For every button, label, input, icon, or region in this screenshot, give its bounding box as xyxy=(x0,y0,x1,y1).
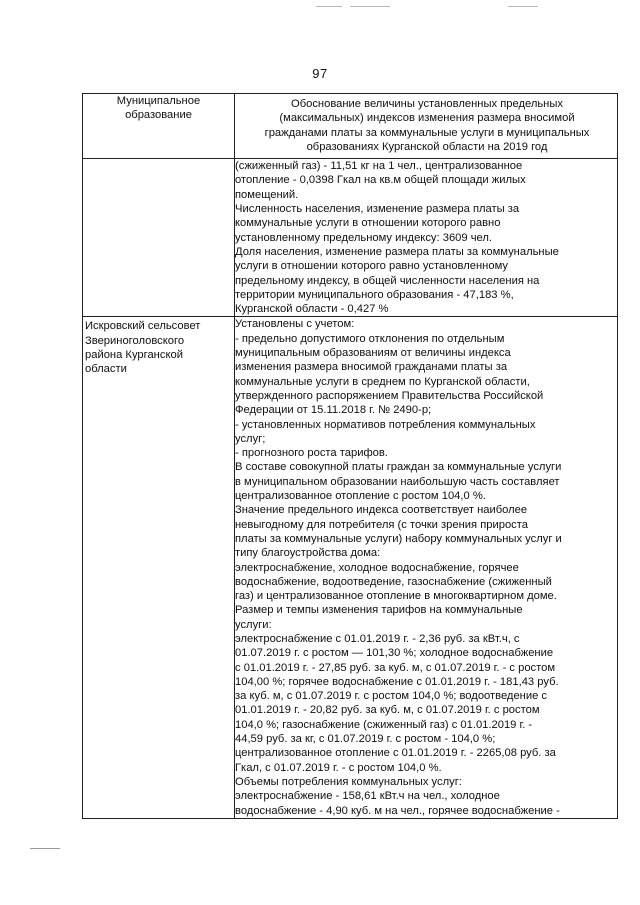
text-line: коммунальные услуги в среднем по Курганской области, xyxy=(235,375,530,388)
header-col2-line: образованиях Курганской области на 2019 год xyxy=(306,140,548,153)
municipality-cell-empty xyxy=(83,159,235,317)
header-col2-line: гражданами платы за коммунальные услуги в муниципальных xyxy=(264,126,590,139)
text-line: с 01.01.2019 г. - 27,85 руб. за куб. м, с 01.07.2019 г. - с ростом xyxy=(235,661,556,674)
header-col1-line: Муниципальное xyxy=(116,95,201,107)
text-line: в муниципальном образовании наибольшую часть составляет xyxy=(235,475,560,488)
justification-cell xyxy=(235,317,618,818)
text-line: 01.07.2019 г. с ростом — 101,30 %; холодное водоснабжение xyxy=(235,647,554,660)
text-line: территории муниципального образования - 47,183 %, xyxy=(235,288,514,301)
text-line: Размер и темпы изменения тарифов на коммунальные xyxy=(235,604,523,617)
text-line: услуги в отношении которого равно установленному xyxy=(235,260,508,273)
text-line: установленному предельному индексу: 3609 чел. xyxy=(235,231,493,244)
header-municipality xyxy=(83,94,235,159)
text-line: водоснабжение - 4,90 куб. м на чел., горячее водоснабжение - xyxy=(235,804,560,817)
municipality-line: района Курганской xyxy=(85,349,183,362)
text-line: 01.01.2019 г. - 20,82 руб. за куб. м, с 01.07.2019 г. с ростом xyxy=(235,704,540,717)
text-line: муниципальным образованиям от величины индекса xyxy=(235,347,511,360)
table-row-iskrovsky xyxy=(83,317,618,818)
text-line: Доля населения, изменение размера платы за коммунальные xyxy=(235,245,559,258)
text-line: помещений. xyxy=(235,188,299,201)
header-col2-line: Обоснование величины установленных предельных xyxy=(291,98,563,110)
text-line: изменения размера вносимой гражданами платы за xyxy=(235,361,508,374)
text-line: - предельно допустимого отклонения по отдельным xyxy=(235,332,505,345)
municipality-line: Звериноголовского xyxy=(85,334,185,347)
text-line: отопление - 0,0398 Гкал на кв.м общей площади жилых xyxy=(235,174,526,187)
text-line: электроснабжение с 01.01.2019 г. - 2,36 руб. за кВт.ч, с xyxy=(235,632,520,645)
text-line: водоснабжение, водоотведение, газоснабжение (сжиженный xyxy=(235,575,552,588)
municipality-line: области xyxy=(85,363,127,376)
text-line: Численность населения, изменение размера платы за xyxy=(235,203,520,216)
table-row-continuation xyxy=(83,159,618,317)
scan-artifact-mark xyxy=(30,848,60,849)
header-col2-line: (максимальных) индексов изменения размера вносимой xyxy=(279,112,575,125)
text-line: Установлены с учетом: xyxy=(235,318,355,331)
text-line: утвержденного распоряжением Правительства Российской xyxy=(235,389,544,402)
table-header-row xyxy=(83,94,618,159)
justification-cell-continuation xyxy=(235,159,618,317)
text-line: услуг; xyxy=(235,432,266,445)
text-line: Гкал, с 01.07.2019 г. - с ростом 104,0 %. xyxy=(235,761,442,774)
text-line: - прогнозного роста тарифов. xyxy=(235,447,388,460)
text-line: за куб. м, с 01.07.2019 г. с ростом 104,0 %; водоотведение с xyxy=(235,690,548,703)
tariff-justification-table xyxy=(82,93,618,819)
text-line: Курганской области - 0,427 % xyxy=(235,303,389,316)
text-line: электроснабжение - 158,61 кВт.ч на чел., холодное xyxy=(235,790,500,803)
text-line: (сжиженный газ) - 11,51 кг на 1 чел., централизованное xyxy=(235,160,523,173)
text-line: типу благоустройства дома: xyxy=(235,547,381,560)
text-line: услуги: xyxy=(235,618,272,631)
page-number: 97 xyxy=(312,66,328,81)
text-line: 104,0 %; газоснабжение (сжиженный газ) с 01.01.2019 г. - xyxy=(235,718,533,731)
text-line: 44,59 руб. за кг, с 01.07.2019 г. с ростом - 104,0 %; xyxy=(235,733,496,746)
text-line: Значение предельного индекса соответствует наиболее xyxy=(235,504,528,517)
text-line: предельному индексу, в общей численности населения на xyxy=(235,274,540,287)
text-line: платы за коммунальные услуги) набору коммунальных услуг и xyxy=(235,532,562,545)
text-line: Объемы потребления коммунальных услуг: xyxy=(235,775,462,788)
scan-artifacts xyxy=(0,6,640,10)
text-line: 104,00 %; горячее водоснабжение с 01.01.2019 г. - 181,43 руб. xyxy=(235,675,559,688)
text-line: централизованное отопление с ростом 104,0 %. xyxy=(235,490,486,503)
text-line: В составе совокупной платы граждан за коммунальные услуги xyxy=(235,461,562,474)
text-line: газ) и централизованное отопление в многоквартирном доме. xyxy=(235,590,557,603)
text-line: невыгодному для потребителя (с точки зрения прироста xyxy=(235,518,528,531)
text-line: электроснабжение, холодное водоснабжение, горячее xyxy=(235,561,519,574)
header-justification xyxy=(235,94,618,159)
municipality-cell xyxy=(83,317,235,818)
text-line: - установленных нормативов потребления коммунальных xyxy=(235,418,536,431)
text-line: Федерации от 15.11.2018 г. № 2490-р; xyxy=(235,404,432,417)
header-col1-line: образование xyxy=(125,109,192,122)
municipality-line: Искровский сельсовет xyxy=(85,320,201,333)
text-line: централизованное отопление с 01.01.2019 г. - 2265,08 руб. за xyxy=(235,747,556,760)
text-line: коммунальные услуги в отношении которого равно xyxy=(235,217,501,230)
